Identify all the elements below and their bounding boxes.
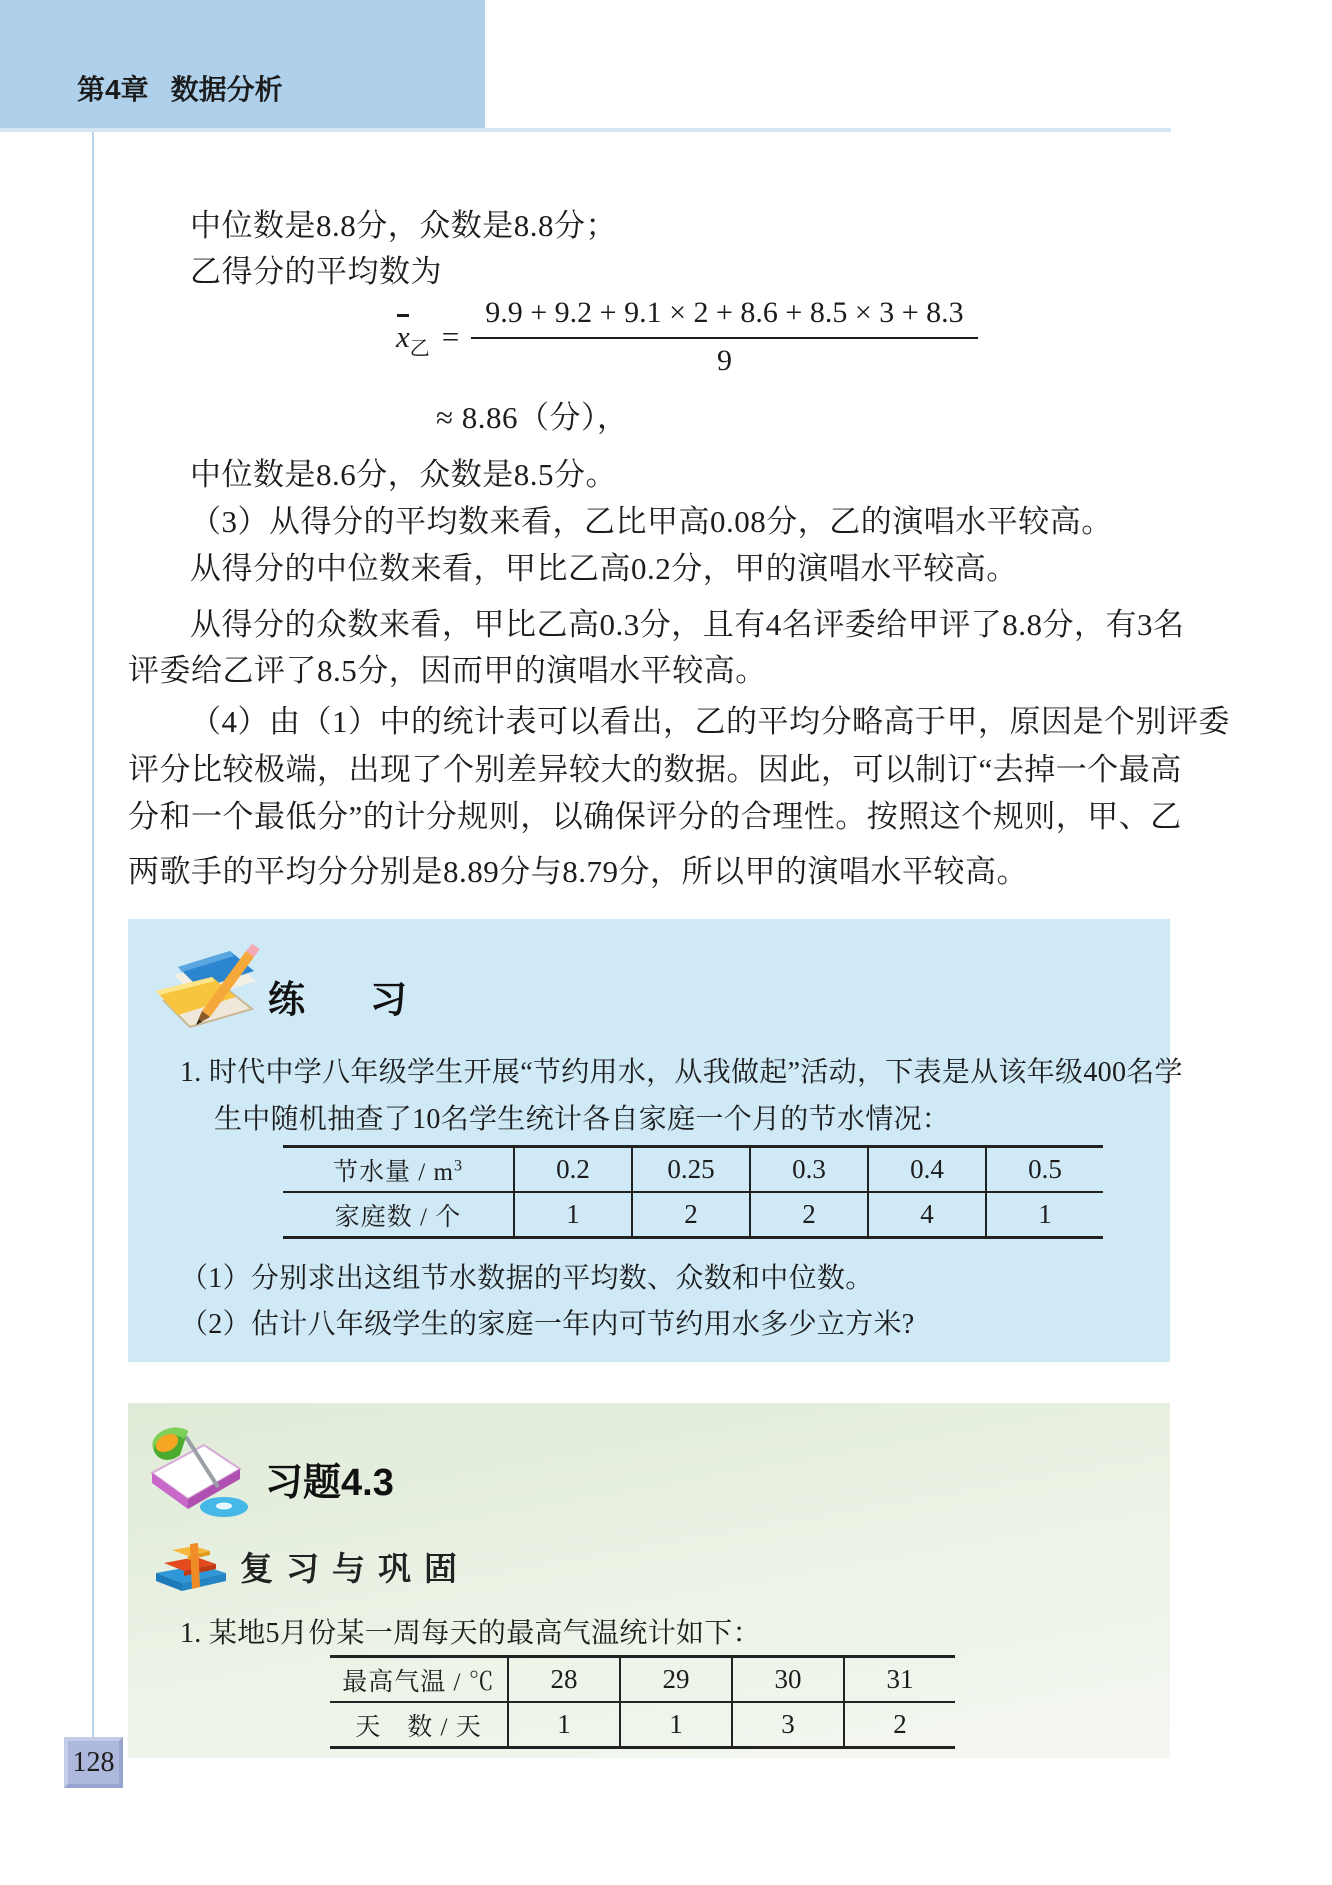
water-saving-table bbox=[283, 1145, 1103, 1239]
formula-result: ≈ 8.86（分）， bbox=[436, 400, 629, 435]
table-cell: 0.5 bbox=[986, 1147, 1103, 1193]
fraction-denominator: 9 bbox=[716, 344, 732, 377]
table-row bbox=[330, 1657, 955, 1703]
books-stack-icon bbox=[152, 1539, 230, 1595]
solution-line: 乙得分的平均数为 bbox=[190, 254, 442, 289]
solution-line: 从得分的众数来看，甲比乙高0.3分，且有4名评委给甲评了8.8分，有3名 bbox=[190, 607, 1185, 642]
practice-problem-line: 1. 时代中学八年级学生开展“节约用水，从我做起”活动，下表是从该年级400名学 bbox=[180, 1057, 1183, 1088]
table-row bbox=[283, 1192, 1103, 1238]
table-header-cell: 最高气温 / ℃ bbox=[330, 1657, 508, 1703]
table-row bbox=[283, 1147, 1103, 1193]
superscript: 3 bbox=[453, 1157, 463, 1175]
table-cell: 28 bbox=[508, 1657, 620, 1703]
table-cell: 2 bbox=[632, 1192, 750, 1238]
table-header-cell: 节水量 / $m^3$ bbox=[283, 1147, 514, 1193]
solution-line: 两歌手的平均分分别是8.89分与8.79分，所以甲的演唱水平较高。 bbox=[128, 854, 1028, 889]
formula-subscript: 乙 bbox=[409, 338, 430, 360]
header-underline bbox=[0, 128, 1171, 132]
table-cell: 30 bbox=[732, 1657, 844, 1703]
practice-question: （1）分别求出这组节水数据的平均数、众数和中位数。 bbox=[180, 1263, 874, 1294]
equals-sign: = bbox=[441, 319, 460, 354]
table-row bbox=[330, 1702, 955, 1748]
solution-line: 中位数是8.6分，众数是8.5分。 bbox=[190, 457, 617, 492]
exercise-problem: 1. 某地5月份某一周每天的最高气温统计如下： bbox=[180, 1618, 761, 1649]
chapter-number: 第4章 bbox=[77, 74, 149, 105]
table-cell: 1 bbox=[986, 1192, 1103, 1238]
chapter-title: 数据分析 bbox=[170, 74, 283, 105]
table-cell: 1 bbox=[508, 1702, 620, 1748]
temperature-table bbox=[330, 1655, 955, 1749]
review-heading: 复习与巩固 bbox=[240, 1552, 470, 1588]
practice-problem-line: 生中随机抽查了10名学生统计各自家庭一个月的节水情况： bbox=[214, 1104, 951, 1135]
solution-line: 从得分的中位数来看，甲比乙高0.2分，甲的演唱水平较高。 bbox=[190, 551, 1018, 586]
table-cell: 1 bbox=[620, 1702, 732, 1748]
exercises-section bbox=[128, 1403, 1170, 1758]
left-margin-rule bbox=[92, 132, 94, 1737]
table-cell: 3 bbox=[732, 1702, 844, 1748]
fraction bbox=[471, 296, 977, 378]
table-header-cell: 家庭数 / 个 bbox=[334, 1203, 462, 1231]
solution-line: 中位数是8.8分，众数是8.8分； bbox=[190, 208, 617, 243]
table-cell: 4 bbox=[868, 1192, 986, 1238]
table-cell: 2 bbox=[844, 1702, 955, 1748]
fraction-numerator: 9.9 + 9.2 + 9.1 × 2 + 8.6 + 8.5 × 3 + 8.3 bbox=[471, 296, 977, 339]
table-cell: 31 bbox=[844, 1657, 955, 1703]
table-cell: 29 bbox=[620, 1657, 732, 1703]
table-cell: 0.2 bbox=[514, 1147, 632, 1193]
solution-line: （3）从得分的平均数来看，乙比甲高0.08分，乙的演唱水平较高。 bbox=[190, 504, 1113, 539]
exercises-heading: 习题4.3 bbox=[265, 1462, 394, 1504]
page-number-badge: 128 bbox=[64, 1737, 123, 1788]
practice-heading: 练 习 bbox=[268, 979, 421, 1020]
table-cell: 2 bbox=[750, 1192, 868, 1238]
practice-section bbox=[128, 919, 1183, 1362]
table-cell: 1 bbox=[514, 1192, 632, 1238]
practice-question: （2）估计八年级学生的家庭一年内可节约用水多少立方米? bbox=[180, 1309, 915, 1340]
table-header-cell: 天 数 / 天 bbox=[355, 1713, 482, 1741]
notebook-pencil-icon bbox=[150, 943, 268, 1035]
solution-line: 评分比较极端，出现了个别差异较大的数据。因此，可以制订“去掉一个最高 bbox=[128, 752, 1182, 787]
solution-line: （4）由（1）中的统计表可以看出，乙的平均分略高于甲，原因是个别评委 bbox=[190, 704, 1230, 739]
table-cell: 0.4 bbox=[868, 1147, 986, 1193]
table-cell: 0.25 bbox=[632, 1147, 750, 1193]
mean-formula bbox=[396, 296, 978, 378]
solution-line: 分和一个最低分”的计分规则，以确保评分的合理性。按照这个规则，甲、乙 bbox=[128, 799, 1182, 834]
table-cell: 0.3 bbox=[750, 1147, 868, 1193]
chapter-header-bar bbox=[0, 0, 485, 128]
solution-line: 评委给乙评了8.5分，因而甲的演唱水平较高。 bbox=[128, 653, 767, 688]
xbar-variable: $x_乙$ bbox=[396, 319, 430, 360]
book-lamp-cd-icon bbox=[142, 1421, 258, 1525]
